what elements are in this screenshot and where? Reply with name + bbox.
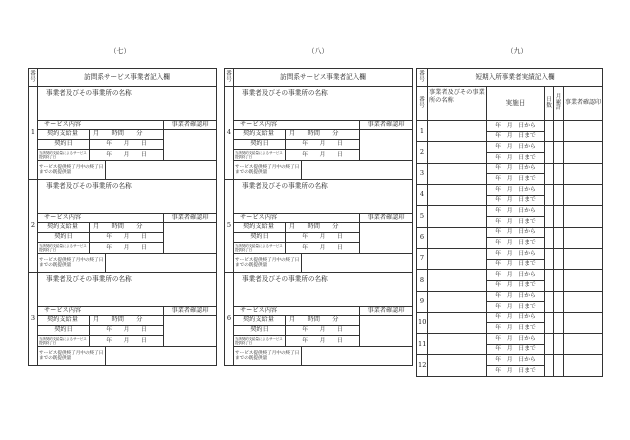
days-field[interactable] — [545, 163, 554, 184]
service-end-date-field[interactable]: 年 月 日 — [90, 150, 164, 161]
contract-date-field[interactable]: 年 月 日 — [90, 233, 164, 243]
provided-amount-label: サービス提供終了月中の終了日までの既提供量 — [38, 347, 106, 366]
service-content-field[interactable]: サービス内容 — [38, 214, 164, 223]
label-seven: （七） — [109, 47, 131, 55]
start-date-field[interactable]: 年 月 日から — [487, 206, 545, 217]
provider-name-field[interactable] — [428, 163, 487, 184]
label-eight: （八） — [307, 47, 329, 55]
provided-amount-field[interactable] — [106, 161, 217, 180]
service-end-date-field[interactable]: 年 月 日 — [90, 243, 164, 254]
service-end-date-field[interactable]: 年 月 日 — [90, 336, 164, 347]
provider-name-field[interactable] — [428, 142, 487, 163]
end-date-field[interactable]: 年 月 日まで — [487, 195, 545, 206]
month-total-field[interactable] — [554, 163, 564, 184]
provided-amount-field[interactable] — [302, 161, 413, 180]
month-total-field[interactable] — [554, 121, 564, 142]
start-date-field[interactable]: 年 月 日から — [487, 270, 545, 281]
visit-table-eight — [224, 68, 413, 366]
end-date-field[interactable]: 年 月 日まで — [487, 302, 545, 313]
row-number: 10 — [417, 312, 428, 333]
short-stay-row — [417, 163, 603, 174]
implementation-date-header: 実施日 — [487, 87, 545, 121]
short-stay-row — [417, 334, 603, 345]
provider-name-field[interactable]: 事業者及びその事業所の名称 — [234, 273, 413, 307]
provided-amount-field[interactable] — [302, 254, 413, 273]
provider-seal-field[interactable] — [360, 223, 413, 254]
short-stay-row — [417, 270, 603, 281]
provider-name-field[interactable]: 事業者及びその事業所の名称 — [38, 180, 217, 214]
row-number: 8 — [417, 270, 428, 291]
service-content-field[interactable]: サービス内容 — [234, 121, 360, 130]
contract-amount-label: 契約支給量 — [38, 130, 90, 140]
confirm-seal-field[interactable] — [564, 142, 603, 163]
end-date-field[interactable]: 年 月 日まで — [487, 238, 545, 249]
contract-amount-field[interactable]: 月 時間 分 — [286, 130, 360, 140]
contract-date-label: 契約日 — [234, 326, 286, 336]
provider-block — [225, 87, 413, 121]
contract-date-field[interactable]: 年 月 日 — [90, 326, 164, 336]
provider-block — [225, 273, 413, 307]
service-end-date-label: 当該契約支給量によるサービス提供終了日 — [234, 243, 286, 254]
provider-seal-field[interactable] — [164, 223, 217, 254]
provider-confirm-label: 事業者確認印 — [360, 214, 413, 223]
contract-amount-field[interactable]: 月 時間 分 — [90, 316, 164, 326]
number-header: 番号 — [29, 69, 38, 87]
short-stay-table — [416, 68, 603, 377]
provider-block — [29, 273, 217, 307]
contract-date-field[interactable]: 年 月 日 — [90, 140, 164, 150]
service-end-date-label: 当該契約支給量によるサービス提供終了日 — [38, 150, 90, 161]
row-number: 5 — [417, 206, 428, 227]
service-end-date-label: 当該契約支給量によるサービス提供終了日 — [234, 150, 286, 161]
month-total-field[interactable] — [554, 184, 564, 205]
provider-name-field[interactable] — [428, 227, 487, 248]
confirm-seal-field[interactable] — [564, 184, 603, 205]
provided-amount-label: サービス提供終了月中の終了日までの既提供量 — [38, 254, 106, 273]
end-date-field[interactable]: 年 月 日まで — [487, 259, 545, 270]
provider-name-field[interactable] — [428, 270, 487, 291]
contract-date-label: 契約日 — [38, 140, 90, 150]
label-nine: （九） — [506, 47, 528, 55]
row-number: 9 — [417, 291, 428, 312]
service-content-field[interactable]: サービス内容 — [234, 214, 360, 223]
short-stay-row — [417, 142, 603, 153]
provider-name-field[interactable] — [428, 291, 487, 312]
start-date-field[interactable]: 年 月 日から — [487, 227, 545, 238]
provider-name-field[interactable]: 事業者及びその事業所の名称 — [38, 87, 217, 121]
short-stay-row — [417, 184, 603, 195]
visit-title: 訪問系サービス事業者記入欄 — [234, 69, 413, 87]
days-field[interactable] — [545, 142, 554, 163]
number-column-header: 番号 — [417, 87, 428, 121]
provider-confirm-label: 事業者確認印 — [164, 214, 217, 223]
month-total-field[interactable] — [554, 291, 564, 312]
month-total-header: 月累計 — [554, 87, 564, 121]
provider-seal-field[interactable] — [360, 130, 413, 161]
start-date-field[interactable]: 年 月 日から — [487, 163, 545, 174]
contract-amount-field[interactable]: 月 時間 分 — [286, 223, 360, 233]
confirm-seal-field[interactable] — [564, 206, 603, 227]
provider-confirm-label: 事業者確認印 — [360, 121, 413, 130]
provider-block — [29, 180, 217, 214]
month-total-field[interactable] — [554, 334, 564, 355]
provider-seal-field[interactable] — [360, 316, 413, 347]
short-stay-row — [417, 121, 603, 132]
provided-amount-label: サービス提供終了月中の終了日までの既提供量 — [38, 161, 106, 180]
provider-name-field[interactable] — [428, 121, 487, 142]
end-date-field[interactable]: 年 月 日まで — [487, 280, 545, 291]
provider-block — [29, 87, 217, 121]
days-field[interactable] — [545, 291, 554, 312]
start-date-field[interactable]: 年 月 日から — [487, 355, 545, 366]
provider-name-field[interactable]: 事業者及びその事業所の名称 — [234, 87, 413, 121]
provided-amount-field[interactable] — [106, 347, 217, 366]
provider-name-field[interactable]: 事業者及びその事業所の名称 — [234, 180, 413, 214]
row-number: 1 — [417, 121, 428, 142]
end-date-field[interactable]: 年 月 日まで — [487, 344, 545, 355]
month-total-field[interactable] — [554, 312, 564, 333]
confirm-seal-field[interactable] — [564, 334, 603, 355]
end-date-field[interactable]: 年 月 日まで — [487, 131, 545, 142]
service-end-date-field[interactable]: 年 月 日 — [286, 243, 360, 254]
provided-amount-field[interactable] — [106, 254, 217, 273]
row-number: 1 — [29, 87, 38, 180]
contract-date-label: 契約日 — [234, 140, 286, 150]
provider-name-field[interactable] — [428, 355, 487, 376]
days-header: 日数 — [545, 87, 554, 121]
provider-confirm-label: 事業者確認印 — [164, 121, 217, 130]
short-stay-row — [417, 206, 603, 217]
row-number: 3 — [29, 273, 38, 366]
days-field[interactable] — [545, 334, 554, 355]
month-total-field[interactable] — [554, 142, 564, 163]
provided-amount-label: サービス提供終了月中の終了日までの既提供量 — [234, 347, 302, 366]
confirm-seal-field[interactable] — [564, 163, 603, 184]
month-total-field[interactable] — [554, 270, 564, 291]
start-date-field[interactable]: 年 月 日から — [487, 312, 545, 323]
end-date-field[interactable]: 年 月 日まで — [487, 323, 545, 334]
visit-title: 訪問系サービス事業者記入欄 — [38, 69, 217, 87]
row-number: 4 — [417, 184, 428, 205]
days-field[interactable] — [545, 355, 554, 376]
provider-name-field[interactable]: 事業者及びその事業所の名称 — [38, 273, 217, 307]
row-number: 11 — [417, 334, 428, 355]
start-date-field[interactable]: 年 月 日から — [487, 184, 545, 195]
provided-amount-label: サービス提供終了月中の終了日までの既提供量 — [234, 254, 302, 273]
contract-date-field[interactable]: 年 月 日 — [286, 233, 360, 243]
row-number: 12 — [417, 355, 428, 376]
month-total-field[interactable] — [554, 355, 564, 376]
end-date-field[interactable]: 年 月 日まで — [487, 152, 545, 163]
provider-name-field[interactable] — [428, 248, 487, 269]
contract-date-label: 契約日 — [38, 233, 90, 243]
short-stay-row — [417, 248, 603, 259]
number-header: 番号 — [417, 69, 428, 87]
start-date-field[interactable]: 年 月 日から — [487, 291, 545, 302]
confirm-seal-field[interactable] — [564, 355, 603, 376]
confirm-seal-field[interactable] — [564, 248, 603, 269]
row-number: 7 — [417, 248, 428, 269]
contract-amount-field[interactable]: 月 時間 分 — [90, 130, 164, 140]
days-field[interactable] — [545, 248, 554, 269]
end-date-field[interactable]: 年 月 日まで — [487, 366, 545, 377]
short-stay-title: 短期入所事業者実績記入欄 — [428, 69, 603, 87]
end-date-field[interactable]: 年 月 日まで — [487, 174, 545, 185]
confirm-header: 事業者確認印 — [564, 87, 603, 121]
start-date-field[interactable]: 年 月 日から — [487, 248, 545, 259]
start-date-field[interactable]: 年 月 日から — [487, 142, 545, 153]
contract-amount-field[interactable]: 月 時間 分 — [286, 316, 360, 326]
contract-amount-label: 契約支給量 — [234, 316, 286, 326]
provider-block — [225, 180, 413, 214]
month-total-field[interactable] — [554, 206, 564, 227]
short-stay-row — [417, 355, 603, 366]
row-number: 3 — [417, 163, 428, 184]
provider-name-field[interactable] — [428, 312, 487, 333]
start-date-field[interactable]: 年 月 日から — [487, 121, 545, 132]
days-field[interactable] — [545, 184, 554, 205]
days-field[interactable] — [545, 206, 554, 227]
month-total-field[interactable] — [554, 227, 564, 248]
service-end-date-label: 当該契約支給量によるサービス提供終了日 — [38, 336, 90, 347]
provider-name-field[interactable] — [428, 334, 487, 355]
service-end-date-field[interactable]: 年 月 日 — [286, 336, 360, 347]
days-field[interactable] — [545, 312, 554, 333]
row-number: 2 — [417, 142, 428, 163]
confirm-seal-field[interactable] — [564, 270, 603, 291]
confirm-seal-field[interactable] — [564, 227, 603, 248]
contract-date-field[interactable]: 年 月 日 — [286, 140, 360, 150]
confirm-seal-field[interactable] — [564, 121, 603, 142]
contract-date-label: 契約日 — [38, 326, 90, 336]
provided-amount-field[interactable] — [302, 347, 413, 366]
provider-seal-field[interactable] — [164, 130, 217, 161]
contract-amount-label: 契約支給量 — [234, 130, 286, 140]
days-field[interactable] — [545, 270, 554, 291]
provider-name-field[interactable] — [428, 206, 487, 227]
row-number: 2 — [29, 180, 38, 273]
end-date-field[interactable]: 年 月 日まで — [487, 216, 545, 227]
service-content-field[interactable]: サービス内容 — [38, 121, 164, 130]
service-content-field[interactable]: サービス内容 — [234, 307, 360, 316]
confirm-seal-field[interactable] — [564, 312, 603, 333]
row-number: 6 — [417, 227, 428, 248]
confirm-seal-field[interactable] — [564, 291, 603, 312]
service-end-date-label: 当該契約支給量によるサービス提供終了日 — [38, 243, 90, 254]
short-stay-row — [417, 312, 603, 323]
month-total-field[interactable] — [554, 248, 564, 269]
start-date-field[interactable]: 年 月 日から — [487, 334, 545, 345]
service-content-field[interactable]: サービス内容 — [38, 307, 164, 316]
row-number: 6 — [225, 273, 234, 366]
provider-confirm-label: 事業者確認印 — [360, 307, 413, 316]
days-field[interactable] — [545, 121, 554, 142]
visit-table-seven — [28, 68, 217, 366]
provider-confirm-label: 事業者確認印 — [164, 307, 217, 316]
provider-name-field[interactable] — [428, 184, 487, 205]
contract-date-label: 契約日 — [234, 233, 286, 243]
contract-amount-field[interactable]: 月 時間 分 — [90, 223, 164, 233]
row-number: 5 — [225, 180, 234, 273]
provider-name-header: 事業者及びその事業所の名称 — [428, 87, 487, 121]
days-field[interactable] — [545, 227, 554, 248]
service-end-date-field[interactable]: 年 月 日 — [286, 150, 360, 161]
contract-amount-label: 契約支給量 — [234, 223, 286, 233]
provided-amount-label: サービス提供終了月中の終了日までの既提供量 — [234, 161, 302, 180]
provider-seal-field[interactable] — [164, 316, 217, 347]
number-header: 番号 — [225, 69, 234, 87]
short-stay-row — [417, 227, 603, 238]
contract-amount-label: 契約支給量 — [38, 223, 90, 233]
service-end-date-label: 当該契約支給量によるサービス提供終了日 — [234, 336, 286, 347]
short-stay-row — [417, 291, 603, 302]
row-number: 4 — [225, 87, 234, 180]
contract-date-field[interactable]: 年 月 日 — [286, 326, 360, 336]
contract-amount-label: 契約支給量 — [38, 316, 90, 326]
